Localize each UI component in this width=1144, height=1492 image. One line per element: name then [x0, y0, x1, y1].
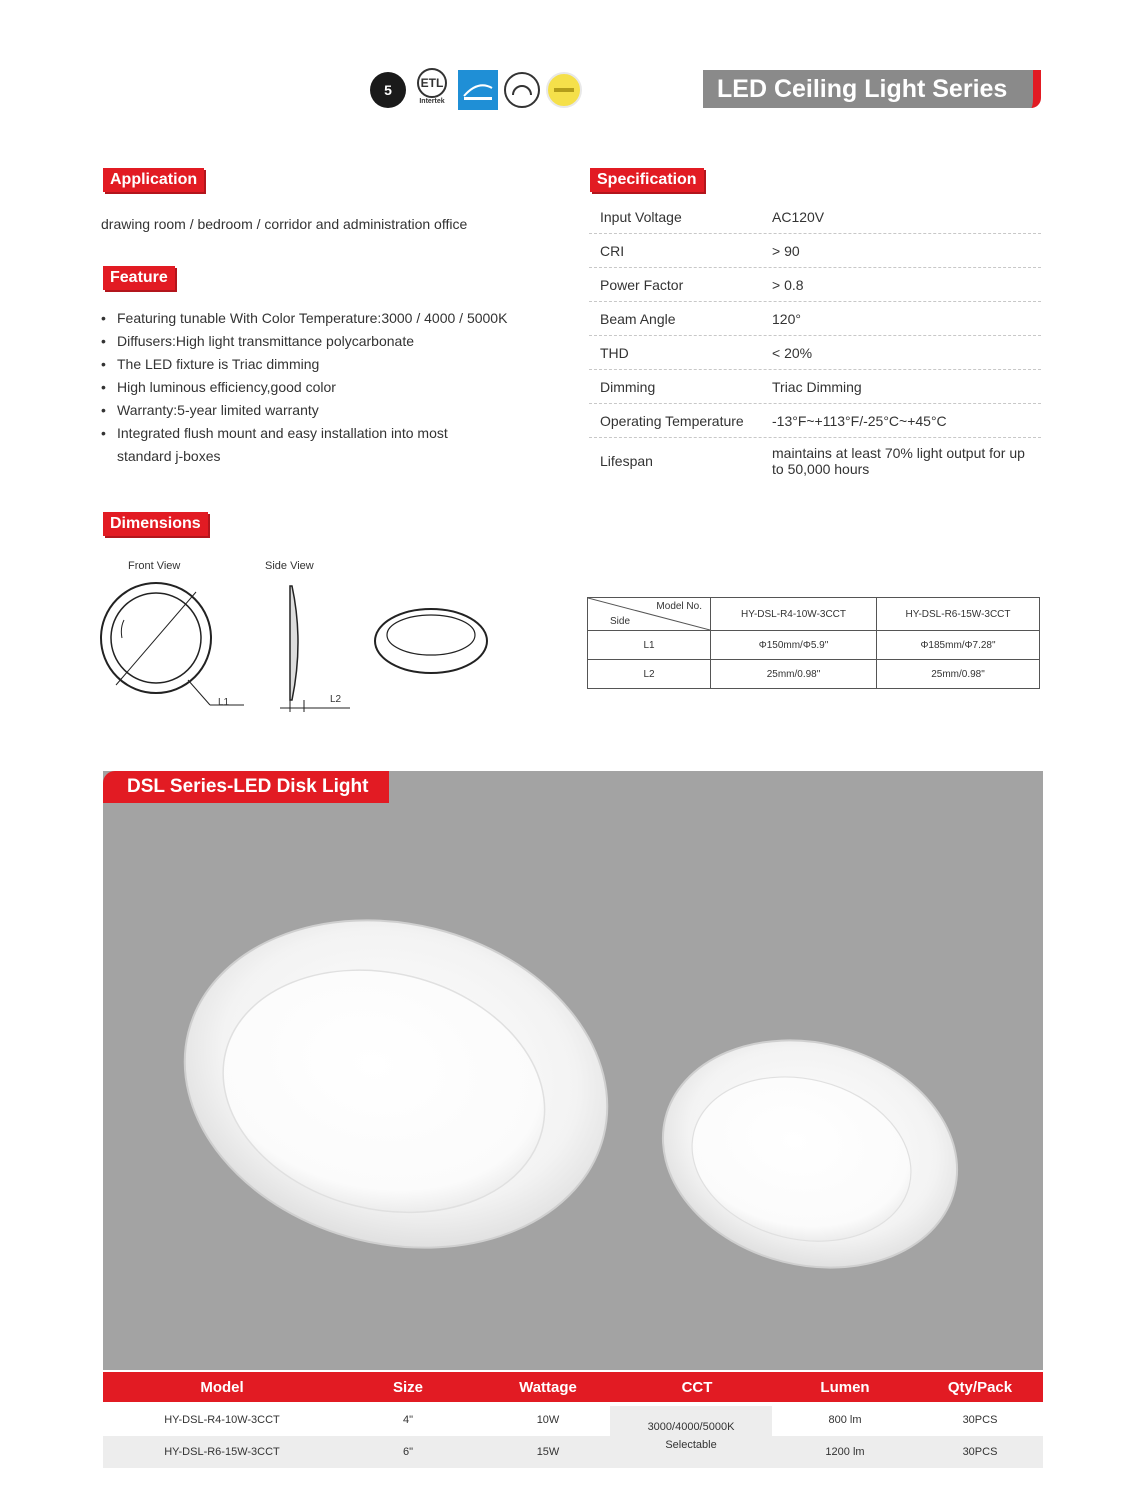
title-24-icon	[546, 72, 582, 108]
spec-row: THD < 20%	[589, 336, 1041, 370]
feature-item: • Diffusers:High light transmittance polycarbonate	[101, 330, 541, 353]
col-wattage: Wattage	[519, 1378, 577, 1396]
dimensions-table-header	[588, 598, 1040, 631]
col-lumen: Lumen	[820, 1378, 870, 1396]
large-disk-light	[150, 877, 643, 1291]
product-photo	[103, 771, 1043, 1370]
l2-label: L2	[330, 694, 342, 705]
model-header: HY-DSL-R4-10W-3CCT	[711, 598, 877, 631]
model-row: HY-DSL-R6-15W-3CCT 6" 15W 1200 lm 30PCS	[103, 1436, 1043, 1468]
spec-row: Input Voltage AC120V	[589, 200, 1041, 234]
dimensions-heading: Dimensions	[103, 512, 208, 536]
application-heading: Application	[103, 168, 204, 192]
col-cct: CCT	[681, 1378, 713, 1396]
model-table-header	[103, 1372, 1043, 1402]
small-disk-light	[639, 1010, 982, 1297]
corner-cell: Model No. Side	[588, 598, 711, 631]
l1-label: L1	[218, 697, 230, 708]
feature-list	[101, 307, 541, 468]
side-view-label: Side View	[265, 560, 314, 572]
series-title-banner: LED Ceiling Light Series	[703, 70, 1041, 108]
perspective-view-drawing	[372, 605, 490, 677]
certification-logos	[370, 68, 594, 112]
col-qty: Qty/Pack	[947, 1378, 1013, 1396]
specification-heading: Specification	[590, 168, 704, 192]
application-text: drawing room / bedroom / corridor and administration office	[101, 216, 468, 232]
spec-row: Lifespan maintains at least 70% light output for up to 50,000 hours	[600, 445, 1025, 477]
dimensions-row: L1 Φ150mm/Φ5.9" Φ185mm/Φ7.28"	[588, 631, 1040, 660]
side-view-drawing	[268, 582, 358, 714]
dimmable-icon	[504, 72, 540, 108]
spec-row: Operating Temperature -13°F~+113°F/-25°C~+45°C	[589, 404, 1041, 438]
spec-row: CRI > 90	[589, 234, 1041, 268]
front-view-drawing	[98, 580, 258, 715]
energy-star-icon	[458, 70, 498, 110]
dimensions-row: L2 25mm/0.98" 25mm/0.98"	[588, 660, 1040, 689]
feature-item: • The LED fixture is Triac dimming	[101, 353, 541, 376]
spec-row: Beam Angle 120°	[589, 302, 1041, 336]
product-title-banner: DSL Series-LED Disk Light	[103, 771, 389, 803]
feature-heading: Feature	[103, 266, 175, 290]
feature-item: • Featuring tunable With Color Temperature:3000 / 4000 / 5000K	[101, 307, 541, 330]
warranty-5-year-icon: 5	[370, 72, 406, 108]
etl-listed-icon: ETL Intertek	[412, 68, 452, 112]
model-header: HY-DSL-R6-15W-3CCT	[877, 598, 1040, 631]
front-view-label: Front View	[128, 560, 181, 572]
dimensions-table	[587, 597, 1040, 689]
feature-item: • High luminous efficiency,good color	[101, 376, 541, 399]
spec-row: Dimming Triac Dimming	[589, 370, 1041, 404]
feature-item: • Integrated flush mount and easy installation into most standard j-boxes	[101, 422, 497, 468]
specification-table	[589, 200, 1041, 484]
col-size: Size	[392, 1378, 423, 1396]
model-row: HY-DSL-R4-10W-3CCT 4" 10W 800 lm 30PCS	[103, 1404, 1043, 1436]
feature-item: • Warranty:5-year limited warranty	[101, 399, 541, 422]
spec-row: Power Factor > 0.8	[589, 268, 1041, 302]
cct-merged-cell: 3000/4000/5000K Selectable	[610, 1406, 772, 1466]
col-model: Model	[200, 1378, 244, 1396]
